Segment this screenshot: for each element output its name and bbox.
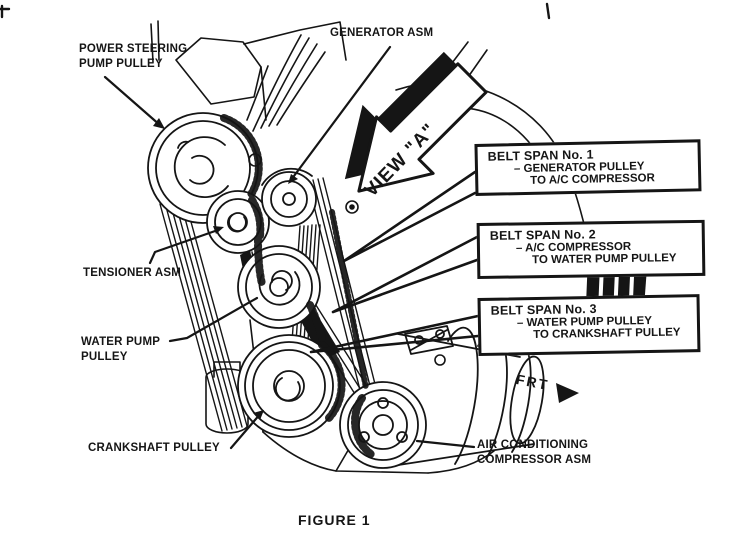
label-line: WATER PUMP — [81, 336, 161, 348]
callout-belt-span-2 — [477, 220, 706, 279]
label-crankshaft-pulley — [88, 441, 220, 456]
callout-tails — [311, 172, 478, 352]
label-line: PUMP PULLEY — [79, 58, 163, 70]
label-line: CRANKSHAFT PULLEY — [88, 442, 220, 454]
generator-pulley — [262, 169, 316, 226]
label-line: GENERATOR ASM — [330, 27, 434, 39]
callout-title: BELT SPAN No. 2 — [489, 227, 596, 243]
figure-caption: FIGURE 1 — [298, 512, 371, 528]
label-line: POWER STEERING — [79, 43, 188, 55]
callout-line: – A/C COMPRESSOR — [515, 240, 632, 255]
frt-arrow-icon — [556, 383, 579, 403]
label-ac-compressor-asm — [477, 438, 591, 468]
callout-line: TO A/C COMPRESSOR — [530, 172, 655, 187]
water-pump-pulley — [238, 246, 320, 328]
label-line: PULLEY — [81, 351, 128, 363]
label-line: TENSIONER ASM — [83, 267, 182, 279]
label-water-pump-pulley — [81, 335, 160, 365]
scan-artifact — [0, 4, 549, 18]
label-power-steering-pump-pulley — [79, 42, 187, 72]
callout-belt-span-3 — [477, 294, 700, 356]
label-line: COMPRESSOR ASM — [477, 454, 592, 466]
callout-line: – GENERATOR PULLEY — [513, 160, 645, 176]
view-a-arrow-label: VIEW "A" — [360, 119, 441, 202]
callout-line: – WATER PUMP PULLEY — [516, 314, 653, 330]
callout-line: TO CRANKSHAFT PULLEY — [533, 326, 681, 342]
view-a-arrow — [317, 38, 501, 220]
callout-line: TO WATER PUMP PULLEY — [532, 252, 677, 267]
label-line: AIR CONDITIONING — [477, 439, 589, 451]
callout-title: BELT SPAN No. 1 — [487, 147, 594, 164]
frt-label: FRT — [514, 370, 551, 394]
callout-title: BELT SPAN No. 3 — [490, 301, 597, 318]
callout-belt-span-1 — [474, 139, 701, 196]
label-generator-asm — [330, 26, 433, 41]
label-tensioner-asm — [83, 266, 181, 281]
